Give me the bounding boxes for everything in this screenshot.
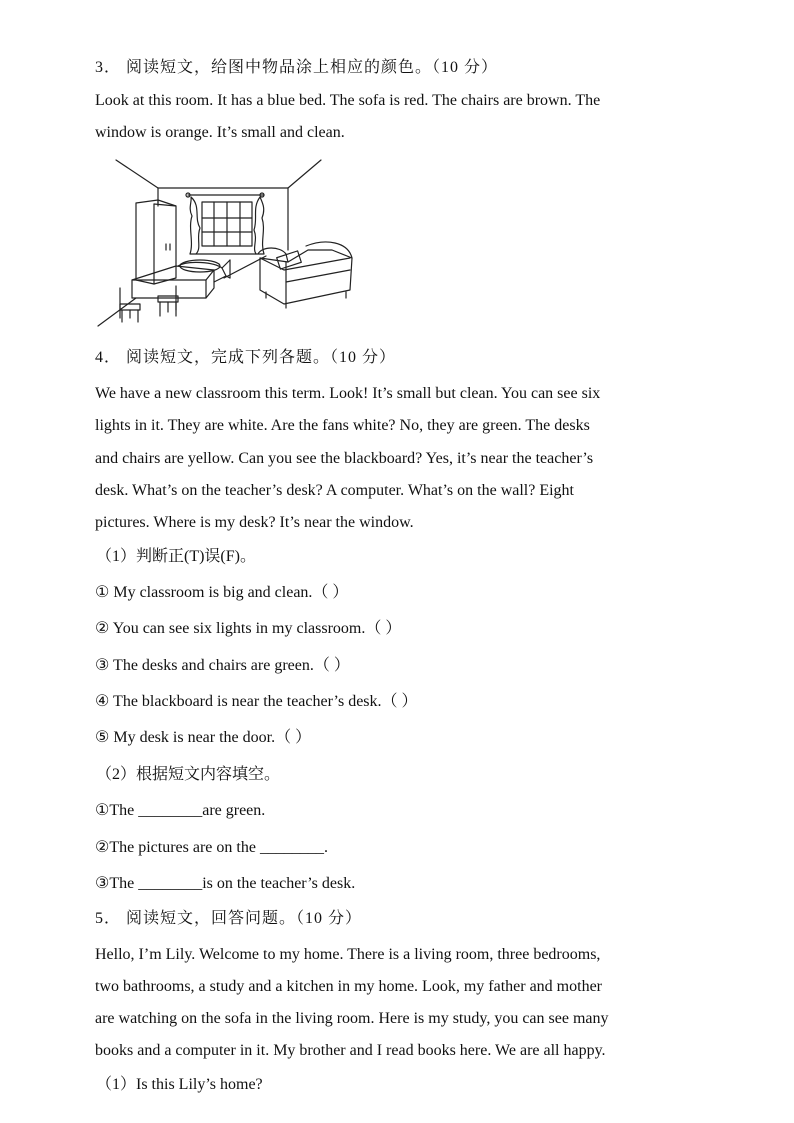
q3-passage-line-1: Look at this room. It has a blue bed. The sofa is red. The chairs are brown. The: [95, 92, 601, 109]
q4-passage-line-1: We have a new classroom this term. Look! It’s small but clean. You can see six: [95, 385, 601, 402]
q3-passage-line-2: window is orange. It’s small and clean.: [95, 124, 345, 141]
q5-passage-line-2: two bathrooms, a study and a kitchen in my home. Look, my father and mother: [95, 978, 602, 995]
q5-passage-line-1: Hello, I’m Lily. Welcome to my home. There is a living room, three bedrooms,: [95, 946, 601, 963]
q5-part1-title: （1）Is this Lily’s home?: [96, 1076, 263, 1093]
curtain-right: [254, 197, 264, 254]
wardrobe: [136, 200, 176, 284]
ceiling-line-right: [288, 160, 321, 188]
bed: [132, 260, 230, 298]
q4-passage-line-4: desk. What’s on the teacher’s desk? A computer. What’s on the wall? Eight: [95, 482, 574, 499]
pillow: [180, 260, 220, 272]
q4-part1-title: （1）判断正(T)误(F)。: [96, 548, 256, 565]
q4-tf-item-2: ② You can see six lights in my classroom.（ ）: [95, 620, 402, 637]
curtain-left: [190, 197, 200, 254]
q4-tf-item-3: ③ The desks and chairs are green.（ ）: [95, 657, 350, 674]
q4-fill-item-2: ②The pictures are on the ________.: [95, 839, 328, 856]
q4-part2-title: （2）根据短文内容填空。: [96, 766, 281, 783]
q4-fill-item-3: ③The ________is on the teacher’s desk.: [95, 875, 356, 892]
chair-left: [120, 288, 140, 322]
q3-heading: 3． 阅读短文，给图中物品涂上相应的颜色。（10 分）: [95, 59, 499, 76]
q4-tf-item-1: ① My classroom is big and clean.（ ）: [95, 584, 349, 601]
q4-passage-line-2: lights in it. They are white. Are the fans white? No, they are green. The desks: [95, 417, 590, 434]
window: [186, 193, 264, 254]
q5-passage-line-3: are watching on the sofa in the living room. Here is my study, you can see many: [95, 1010, 609, 1027]
q4-fill-item-1: ①The ________are green.: [95, 802, 266, 819]
ceiling-line-left: [116, 160, 158, 188]
q4-passage-line-5: pictures. Where is my desk? It’s near the window.: [95, 514, 414, 531]
q4-tf-item-5: ⑤ My desk is near the door.（ ）: [95, 729, 312, 746]
q4-passage-line-3: and chairs are yellow. Can you see the blackboard? Yes, it’s near the teacher’s: [95, 450, 594, 467]
q4-tf-item-4: ④ The blackboard is near the teacher’s desk.（ ）: [95, 693, 418, 710]
sofa-cushion: [277, 251, 302, 269]
q5-passage-line-4: books and a computer in it. My brother and I read books here. We are all happy.: [95, 1042, 606, 1059]
chair-right: [158, 286, 178, 316]
sofa: [258, 242, 352, 308]
q4-heading: 4． 阅读短文，完成下列各题。（10 分）: [95, 349, 397, 366]
q5-heading: 5． 阅读短文，回答问题。（10 分）: [95, 910, 363, 927]
room-illustration: [96, 158, 358, 330]
